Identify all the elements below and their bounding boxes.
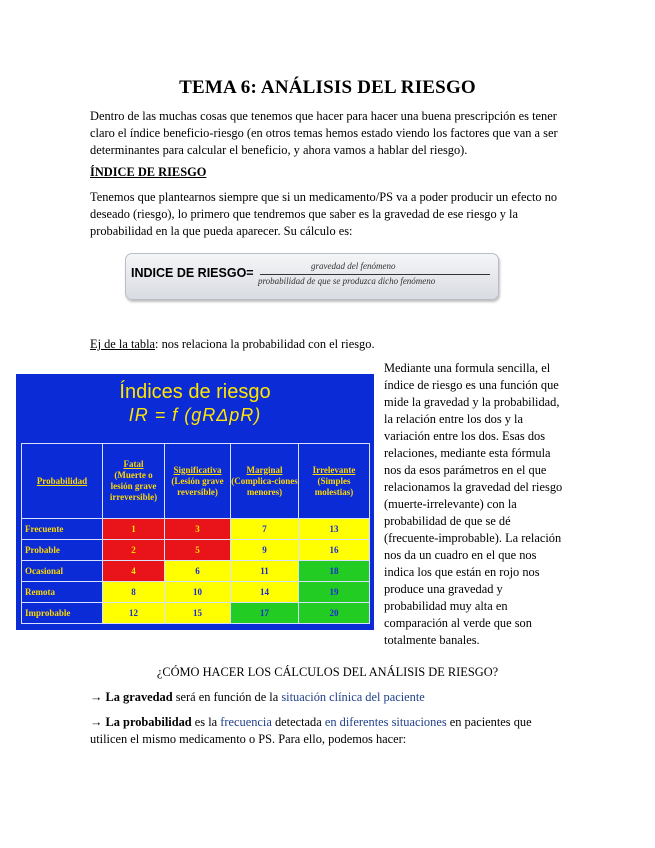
table-cell: 4 (103, 561, 165, 582)
table-cell: 9 (231, 540, 299, 561)
row-label: Frecuente (22, 519, 103, 540)
header-significativa: Significativa (Lesión grave reversible) (165, 444, 231, 519)
bullet2-link-situaciones[interactable]: en diferentes situaciones (324, 715, 447, 729)
risk-index-slide (16, 374, 374, 630)
section-paragraph: Tenemos que plantearnos siempre que si un medicamento/PS va a poder producir un efecto no deseado (riesgo), lo primero que tendremos que saber es la gravedad de ese riesgo y la probabilidad en la que pueda aparecer. Su cálculo es: (90, 190, 558, 238)
row-label: Ocasional (22, 561, 103, 582)
table-cell: 6 (165, 561, 231, 582)
section-heading-indice: ÍNDICE DE RIESGO (90, 165, 207, 179)
table-row (22, 582, 370, 603)
bullet1-bold: La gravedad (105, 690, 173, 704)
formula-lhs: INDICE DE RIESGO= (131, 266, 254, 280)
bullet2-link-frecuencia[interactable]: frecuencia (220, 715, 272, 729)
table-row (22, 603, 370, 624)
risk-table (21, 443, 370, 624)
bullet-probabilidad (90, 714, 566, 748)
table-cell: 20 (299, 603, 370, 624)
header-marginal: Marginal (Complica-ciones menores) (231, 444, 299, 519)
fraction-bar (260, 274, 490, 275)
example-line (90, 336, 375, 353)
bullet2-rest: en pacientes que utilicen el mismo medicamento o PS. Para ello, podemos hacer: (90, 715, 532, 746)
row-label: Remota (22, 582, 103, 603)
table-row (22, 519, 370, 540)
table-cell: 15 (165, 603, 231, 624)
table-cell: 18 (299, 561, 370, 582)
formula-denominator: probabilidad de que se produzca dicho fenómeno (258, 276, 436, 286)
table-cell: 17 (231, 603, 299, 624)
table-cell: 16 (299, 540, 370, 561)
arrow-icon: → (90, 690, 103, 704)
formula-box (125, 253, 499, 300)
question-heading: ¿CÓMO HACER LOS CÁLCULOS DEL ANÁLISIS DE RIESGO? (156, 665, 499, 679)
table-row (22, 561, 370, 582)
formula-numerator: gravedad del fenómeno (311, 261, 396, 271)
page-title: TEMA 6: ANÁLISIS DEL RIESGO (179, 77, 476, 98)
header-fatal: Fatal (Muerte o lesión grave irreversible) (103, 444, 165, 519)
bullet-gravedad (90, 689, 566, 706)
bullet2-mid: es la (191, 715, 221, 729)
slide-title: Índices de riesgo (119, 381, 271, 403)
example-link[interactable]: Ej de la tabla (90, 337, 156, 351)
table-cell: 1 (103, 519, 165, 540)
table-cell: 2 (103, 540, 165, 561)
table-cell: 11 (231, 561, 299, 582)
bullet1-mid: será en función de la (172, 690, 282, 704)
header-irrelevante: Irrelevante (Simples molestias) (299, 444, 370, 519)
row-label: Probable (22, 540, 103, 561)
side-explanation: Mediante una formula sencilla, el índice de riesgo es una función que mide la gravedad y la probabilidad, la relación entre los dos y la variación entre los dos. Esas dos relaciones, mediante esta fórmula nos da esos parámetros en el que relacionamos la gravedad del riesgo (muerte-irrelevante) con la probabilidad de que se dé (frecuente-improbable). La relación nos da un cuadro en el que nos indica los que están en rojo nos produce una gravedad y probabilidad muy alta en comparación al verde que son totalmente banales. (384, 361, 563, 647)
table-cell: 8 (103, 582, 165, 603)
bullet2-mid2: detectada (271, 715, 325, 729)
table-cell: 10 (165, 582, 231, 603)
arrow-icon: → (90, 715, 103, 729)
table-cell: 14 (231, 582, 299, 603)
table-cell: 12 (103, 603, 165, 624)
table-cell: 3 (165, 519, 231, 540)
table-cell: 7 (231, 519, 299, 540)
table-row (22, 540, 370, 561)
intro-paragraph: Dentro de las muchas cosas que tenemos que hacer para hacer una buena prescripción es tener claro el índice beneficio-riesgo (en otros temas hemos estado viendo los factores que van a ser determinantes para calcular el beneficio, y ahora vamos a hablar del riesgo). (90, 109, 558, 157)
bullet1-link[interactable]: situación clínica del paciente (281, 690, 425, 704)
bullet2-bold: La probabilidad (105, 715, 192, 729)
table-cell: 5 (165, 540, 231, 561)
table-cell: 13 (299, 519, 370, 540)
slide-formula: IR = f (gRΔpR) (128, 405, 262, 425)
row-label: Improbable (22, 603, 103, 624)
table-cell: 19 (299, 582, 370, 603)
header-probabilidad: Probabilidad (22, 444, 103, 519)
example-text: : nos relaciona la probabilidad con el riesgo. (155, 337, 375, 351)
